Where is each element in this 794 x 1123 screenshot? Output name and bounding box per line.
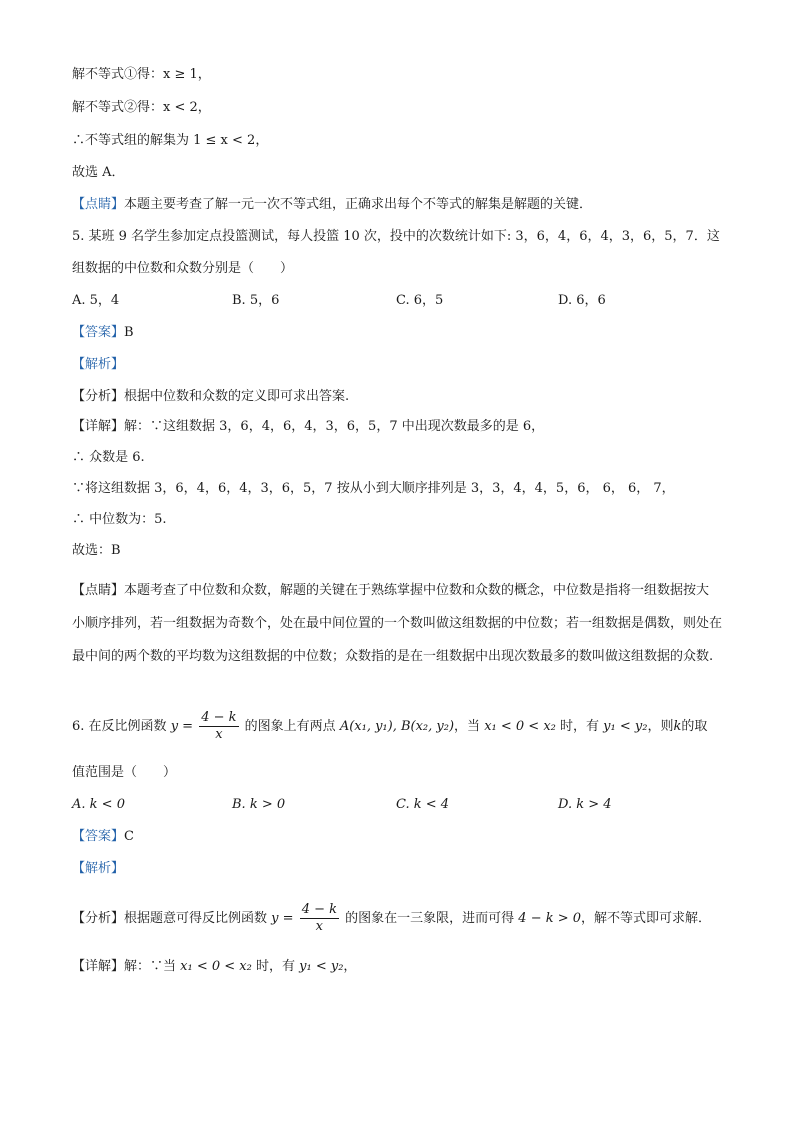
text-line: 解不等式②得：x < 2， xyxy=(72,100,211,115)
xiangjie-cond2: y₁ < y₂ xyxy=(299,959,344,974)
dianjing-paragraph xyxy=(72,574,722,673)
question-6-line1 xyxy=(72,710,707,743)
answer-tag: 【答案】 xyxy=(72,325,125,340)
xiangjie-text: 解：∵这组数据 3，6，4，6，4，3，6，5，7 中出现次数最多的是 6， xyxy=(124,419,545,434)
fenxi-tag: 【分析】 xyxy=(72,389,125,404)
fenxi-pre: 根据题意可得反比例函数 xyxy=(124,911,268,926)
q6-cond-pre: ，当 xyxy=(454,719,481,734)
fenxi-tag: 【分析】 xyxy=(72,911,125,926)
option-a: A. 5，4 xyxy=(72,293,120,308)
fenxi-denominator: x xyxy=(315,919,324,934)
text-line: 故选：B xyxy=(72,543,121,558)
text-line: ∵将这组数据 3，6，4，6，4，3，6，5，7 按从小到大顺序排列是 3，3，4，4，5，6， 6， 6， 7， xyxy=(72,481,675,496)
xiangjie-line xyxy=(72,418,544,436)
q6-denominator: x xyxy=(215,727,223,742)
question-5-line1: 5. 某班 9 名学生参加定点投篮测试，每人投篮 10 次，投中的次数统计如下: 3，6，4，6，4，3，6，5，7．这 xyxy=(72,229,720,244)
text-line: ∴不等式组的解集为 1 ≤ x < 2， xyxy=(72,133,269,148)
xiangjie-mid: 时，有 xyxy=(255,959,295,974)
q6-mid: 的图象上有两点 xyxy=(244,719,336,734)
q6-cond2: y₁ < y₂ xyxy=(603,719,648,734)
option-a: A. k < 0 xyxy=(72,797,125,812)
option-c: C. k < 4 xyxy=(396,797,450,812)
answer-tag: 【答案】 xyxy=(72,829,125,844)
fenxi-y: y = xyxy=(271,911,294,926)
q6-prefix: 6. 在反比例函数 xyxy=(72,719,167,734)
option-d: D. k > 4 xyxy=(558,797,612,812)
q6-y: y = xyxy=(170,719,194,734)
option-b: B. 5，6 xyxy=(232,293,280,308)
answer-value: C xyxy=(124,829,134,844)
dianjing-text: 本题主要考查了解一元一次不等式组，正确求出每个不等式的解集是解题的关键． xyxy=(124,197,593,212)
text-line: 故选 A． xyxy=(72,165,125,180)
q6-cond-mid: 时，有 xyxy=(560,719,600,734)
jiexi-tag: 【解析】 xyxy=(72,357,125,372)
dianjing-line xyxy=(72,196,592,214)
question-5-line2: 组数据的中位数和众数分别是（ ） xyxy=(72,261,294,276)
xiangjie-tag: 【详解】 xyxy=(72,959,125,974)
fenxi-fraction xyxy=(300,902,339,935)
question-6-line2: 值范围是（ ） xyxy=(72,765,177,780)
fenxi-ineq: 4 − k > 0 xyxy=(518,911,582,926)
jiexi-tag: 【解析】 xyxy=(72,861,125,876)
answer-line xyxy=(72,828,134,846)
fenxi-line xyxy=(72,902,711,935)
q6-cond-end: ，则 xyxy=(647,719,674,734)
q6-k: k xyxy=(673,719,682,734)
fenxi-numerator: 4 − k xyxy=(301,902,337,917)
text-line: ∴ 中位数为：5. xyxy=(72,512,167,527)
xiangjie-pre: 解：∵当 xyxy=(124,959,177,974)
xiangjie-tag: 【详解】 xyxy=(72,419,125,434)
text-line: ∴ 众数是 6. xyxy=(72,450,145,465)
option-d: D. 6，6 xyxy=(558,293,606,308)
q6-cond: x₁ < 0 < x₂ xyxy=(484,719,556,734)
xiangjie-end: ， xyxy=(343,959,357,974)
answer-value: B xyxy=(124,325,134,340)
dianjing-tag: 【点睛】 xyxy=(72,583,125,598)
q6-points: A(x₁, y₁), B(x₂, y₂) xyxy=(339,719,455,734)
answer-line xyxy=(72,324,134,342)
fenxi-line xyxy=(72,388,349,406)
xiangjie-cond: x₁ < 0 < x₂ xyxy=(180,959,252,974)
option-c: C. 6，5 xyxy=(396,293,444,308)
option-b: B. k > 0 xyxy=(232,797,286,812)
xiangjie-line xyxy=(72,958,356,976)
dianjing-tag: 【点睛】 xyxy=(72,197,125,212)
text-line: 解不等式①得：x ≥ 1， xyxy=(72,67,211,82)
fenxi-mid: 的图象在一三象限，进而可得 xyxy=(345,911,515,926)
q6-numerator: 4 − k xyxy=(201,710,237,725)
dianjing-text: 本题考查了中位数和众数，解题的关键在于熟练掌握中位数和众数的概念，中位数是指将一组数据按大小顺序排列，若一组数据为奇数个，处在最中间位置的一个数叫做这组数据的中位数；若一组数据是偶数，则处在最中间的两个数的平均数为这组数据的中位数；众数指的是在一组数据中出现次数最多的数叫做这组数据的众数. xyxy=(72,583,723,664)
fenxi-end: ，解不等式即可求解． xyxy=(581,911,712,926)
fenxi-text: 根据中位数和众数的定义即可求出答案. xyxy=(124,389,350,404)
q6-end: 的取 xyxy=(681,719,708,734)
q6-fraction xyxy=(199,710,238,743)
